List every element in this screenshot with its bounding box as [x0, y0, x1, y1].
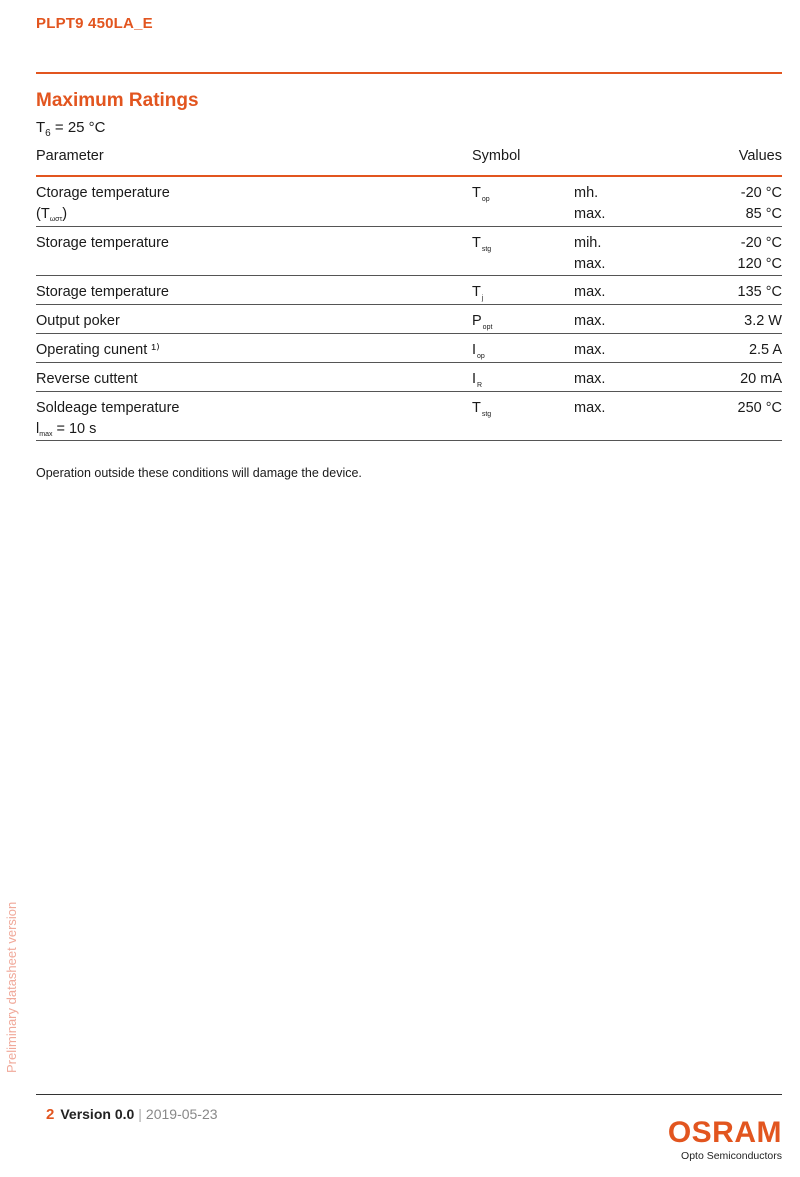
symbol-sub: stg [481, 411, 492, 418]
version-label: Version 0.0 [60, 1106, 135, 1122]
logo-wordmark: OSRAM [667, 1116, 782, 1149]
header-values: Values [738, 148, 782, 164]
symbol-main: T [472, 400, 481, 416]
row-symbol [472, 183, 490, 210]
row-parameter: Output poker [36, 313, 120, 329]
table-row [36, 276, 782, 305]
qualifier-max: max. [574, 342, 606, 358]
symbol-main: P [472, 313, 482, 329]
document-id: PLPT9 450LA_E [36, 15, 153, 32]
condition-sub: 6 [45, 128, 51, 139]
footer-info [46, 1106, 218, 1123]
param2-text: (T [36, 206, 50, 222]
symbol-main: I [472, 342, 477, 358]
row-symbol [472, 233, 491, 260]
symbol-sub: opt [482, 324, 493, 331]
condition-suffix: = 25 °C [50, 119, 106, 136]
value-min: -20 °C [740, 185, 782, 201]
symbol-sub: op [481, 196, 490, 203]
condition-prefix: T [36, 119, 46, 136]
symbol-main: I [472, 371, 477, 387]
row-qualifiers [574, 183, 605, 225]
symbol-sub: j [481, 295, 484, 302]
param2-text: l [36, 421, 40, 437]
param-line1: Ctorage temperature [36, 185, 170, 201]
value-max: 2.5 A [748, 342, 782, 358]
symbol-main: T [472, 235, 481, 251]
row-symbol [472, 398, 491, 425]
table-row [36, 227, 782, 276]
page-number: 2 [46, 1106, 55, 1123]
value-max: 3.2 W [744, 313, 782, 329]
preliminary-watermark: Preliminary datasheet version [4, 901, 19, 1073]
qualifier-min: mh. [574, 185, 599, 201]
damage-note: Operation outside these conditions will damage the device. [36, 466, 362, 480]
symbol-main: T [472, 185, 481, 201]
row-qualifiers [574, 233, 605, 275]
row-parameter [36, 183, 170, 230]
header-divider [36, 72, 782, 74]
row-values [741, 183, 782, 225]
qualifier-max: max. [574, 284, 606, 300]
param2-sub: max [39, 431, 53, 438]
release-date: 2019-05-23 [145, 1106, 218, 1122]
table-header [36, 144, 782, 177]
footer-divider [36, 1094, 782, 1095]
table-row [36, 177, 782, 227]
symbol-sub: stg [481, 246, 492, 253]
header-parameter: Parameter [36, 148, 104, 164]
table-row [36, 363, 782, 392]
row-parameter: Storage temperature [36, 284, 169, 300]
row-parameter [36, 398, 180, 445]
table-row [36, 305, 782, 334]
row-parameter: Operating cunent ¹⁾ [36, 342, 160, 358]
value-max: 135 °C [737, 284, 782, 300]
ambient-condition [36, 119, 106, 139]
osram-logo [668, 1118, 782, 1162]
qualifier-max: max. [574, 400, 606, 416]
qualifier-max: max. [574, 256, 606, 272]
row-parameter: Storage temperature [36, 235, 169, 251]
qualifier-max: max. [574, 371, 606, 387]
logo-tagline: Opto Semiconductors [681, 1150, 782, 1162]
row-parameter: Reverse cuttent [36, 371, 138, 387]
value-max: 250 °C [737, 400, 782, 416]
footer-separator: | [138, 1106, 142, 1122]
qualifier-min: mih. [574, 235, 602, 251]
header-symbol: Symbol [472, 148, 521, 164]
value-max: 20 mA [740, 371, 782, 387]
qualifier-max: max. [574, 206, 606, 222]
param-line2 [36, 419, 180, 445]
param-line1: Soldeage temperature [36, 400, 180, 416]
table-row [36, 334, 782, 363]
value-max: 120 °C [737, 256, 782, 272]
value-min: -20 °C [740, 235, 782, 251]
table-row [36, 392, 782, 441]
value-max: 85 °C [745, 206, 782, 222]
symbol-main: T [472, 284, 481, 300]
param2-tail: = 10 s [52, 421, 97, 437]
section-title: Maximum Ratings [36, 90, 199, 111]
param2-tail: ) [62, 206, 68, 222]
symbol-sub: op [477, 353, 485, 360]
symbol-sub: R [477, 382, 483, 389]
qualifier-max: max. [574, 313, 606, 329]
ratings-table [36, 144, 782, 441]
row-values [738, 233, 783, 275]
param2-sub: ωστ [49, 216, 63, 223]
